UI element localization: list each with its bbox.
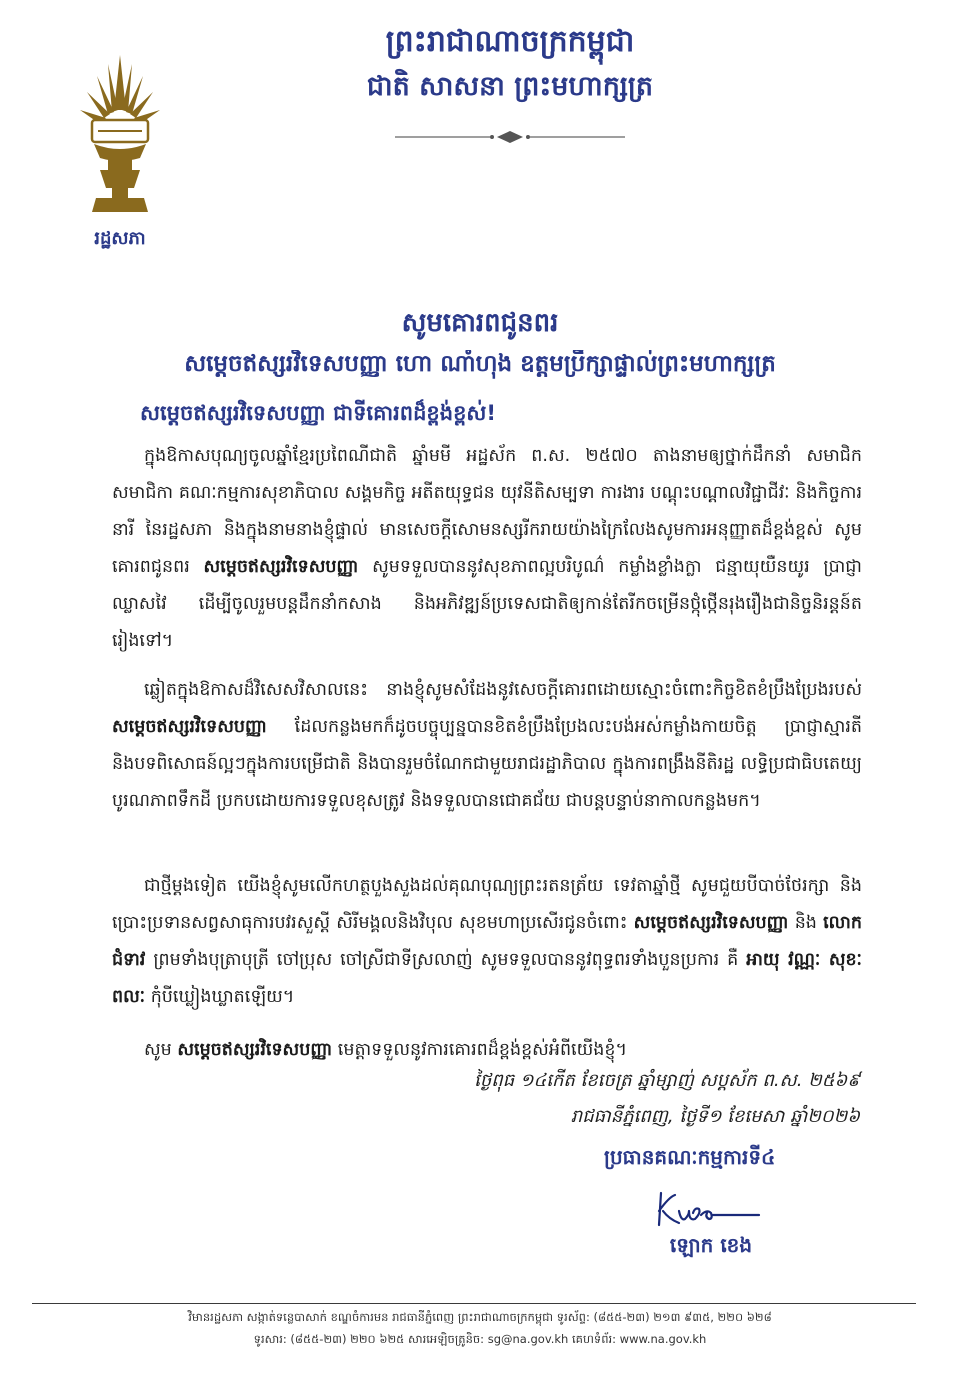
paragraph-text: ជាថ្មីម្តងទៀត យើងខ្ញុំសូមលើកហត្ថបួងសួងដល់គុណបុណ្យព្រះរតនត្រ័យ ទេវតាឆ្នាំថ្មី សូមជួយបីបាច់ថែរក្សា និងប្រោះប្រទានសព្វសាធុការបវរសួស្តី សិរីមង្គលនិងវិបុល សុខមហាប្រសើរជូនចំពោះ xyxy=(112,876,862,933)
national-motto: ជាតិ សាសនា ព្រះមហាក្សត្រ xyxy=(366,71,654,102)
institution-name: រដ្ឋសភា xyxy=(94,228,146,249)
footer-divider xyxy=(32,1303,916,1304)
greeting-heading: សូមគោរពជូនពរ xyxy=(401,308,559,338)
recipient-name: សម្តេចឥស្សរវិទេសបញ្ញា xyxy=(177,1040,333,1060)
handwritten-signature xyxy=(655,1185,765,1231)
paragraph-text: សូមទទួលបាននូវសុខភាពល្អបរិបូណ៌ កម្លាំងខ្លាំងក្លា ជន្មាយុយឺនយូរ ប្រាជ្ញាឈ្លាសវៃ ដើម្បីចូលរួមបន្តដឹកនាំកសាង និងអភិវឌ្ឍន៍ប្រទេសជាតិឲ្យកាន់តែរីកចម្រើនថ្កុំថ្កើនរុងរឿងជានិច្ចនិរន្តន៍តរៀងទៅ។ xyxy=(112,557,862,651)
footer-contact: ទូរសារ: (៨៥៥-២៣) ២២០ ៦២៥ សារអេឡិចត្រូនិច: sg@na.gov.kh គេហទំព័រ: www.na.gov.kh xyxy=(253,1332,707,1346)
ornament-divider xyxy=(385,130,635,144)
body-paragraph-1 xyxy=(112,438,862,660)
paragraph-text: កុំបីឃ្លៀងឃ្លាតឡើយ។ xyxy=(150,987,295,1007)
blessings: អាយុ វណ្ណៈ សុខៈ ពលៈ xyxy=(112,950,862,1007)
lunar-date: ថ្ងៃពុធ ១៤កើត ខែចេត្រ ឆ្នាំម្សាញ់ សប្តស័ក ព.ស. ២៥៦៩ xyxy=(474,1070,860,1091)
spouse-title: លោកជំទាវ xyxy=(112,913,862,970)
paragraph-text: មេត្តាទទួលនូវការគោរពដ៏ខ្ពង់ខ្ពស់អំពីយើងខ្ញុំ។ xyxy=(337,1040,628,1060)
paragraph-text: និង xyxy=(794,913,817,933)
paragraph-text: ក្នុងឱកាសបុណ្យចូលឆ្នាំខ្មែរប្រពៃណីជាតិ ឆ្នាំមមី អដ្ឋស័ក ព.ស. ២៥៧០ តាងនាមឲ្យថ្នាក់ដឹកនាំ សមាជិក សមាជិកា គណៈកម្មការសុខាភិបាល សង្គមកិច្ច អតីតយុទ្ធជន យុវនីតិសម្បទា ការងារ បណ្តុះបណ្តាលវិជ្ជាជីវៈ និងកិច្ចការនារី នៃរដ្ឋសភា និងក្នុងនាមនាងខ្ញុំផ្ទាល់ មានសេចក្តីសោមនស្សរីករាយយ៉ាងក្រៃលែងសូមការអនុញ្ញាតដ៏ខ្ពង់ខ្ពស់ សូមគោរពជូនពរ xyxy=(112,446,862,577)
solar-date: រាជធានីភ្នំពេញ, ថ្ងៃទី១ ខែមេសា ឆ្នាំ២០២៦ xyxy=(570,1106,860,1127)
recipient-heading: សម្តេចឥស្សរវិទេសបញ្ញា ហោ ណាំហុង ឧត្តមប្រឹក្សាផ្ទាល់ព្រះមហាក្សត្រ xyxy=(184,351,776,377)
body-paragraph-3 xyxy=(112,868,862,1016)
paragraph-text: ឆ្លៀតក្នុងឱកាសដ៏វិសេសវិសាលនេះ នាងខ្ញុំសូមសំដែងនូវសេចក្តីគោរពដោយស្មោះចំពោះកិច្ចខិតខំប្រឹងប្រែងរបស់ xyxy=(144,680,862,700)
body-paragraph-2 xyxy=(112,672,862,820)
body-paragraph-4 xyxy=(112,1032,862,1069)
paragraph-text: ដែលកន្លងមកក៏ដូចបច្ចុប្បន្នបានខិតខំប្រឹងប្រែងលះបង់អស់កម្លាំងកាយចិត្ត ប្រាជ្ញាស្មារតី និងបទពិសោធន៍ល្អៗក្នុងការបម្រើជាតិ និងបានរួមចំណែកជាមួយរាជរដ្ឋាភិបាល ក្នុងការពង្រឹងនីតិរដ្ឋ លទ្ធិប្រជាធិបតេយ្យ បូរណភាពទឹកដី ប្រកបដោយការទទួលខុសត្រូវ និងទទួលបានជោគជ័យ ជាបន្តបន្ទាប់នាកាលកន្លងមក។ xyxy=(112,717,862,811)
recipient-name: សម្តេចឥស្សរវិទេសបញ្ញា xyxy=(112,717,267,737)
signatory-name: ឡោក ខេង xyxy=(669,1233,753,1257)
signatory-title: ប្រធានគណៈកម្មការទី៤ xyxy=(604,1145,776,1169)
recipient-name: សម្តេចឥស្សរវិទេសបញ្ញា xyxy=(633,913,789,933)
kingdom-title: ព្រះរាជាណាចក្រកម្ពុជា xyxy=(385,24,635,59)
recipient-name: សម្តេចឥស្សរវិទេសបញ្ញា xyxy=(203,557,359,577)
salutation: សម្តេចឥស្សរវិទេសបញ្ញា ជាទីគោរពដ៏ខ្ពង់ខ្ពស់! xyxy=(140,401,496,425)
footer-address: វិមានរដ្ឋសភា សង្កាត់ទន្លេបាសាក់ ខណ្ឌចំការមន រាជធានីភ្នំពេញ ព្រះរាជាណាចក្រកម្ពុជា ទូរស័ព្ទ: (៨៥៥-២៣) ២១៣ ៩៣៥, ២២០ ៦២៨ xyxy=(188,1310,772,1324)
paragraph-text: ព្រមទាំងបុត្រាបុត្រី ចៅប្រុស ចៅស្រីជាទីស្រលាញ់ សូមទទួលបាននូវពុទ្ធពរទាំងបួនប្រការ គឺ xyxy=(153,950,739,970)
paragraph-text: សូម xyxy=(144,1040,172,1060)
national-assembly-emblem-icon xyxy=(70,50,170,220)
